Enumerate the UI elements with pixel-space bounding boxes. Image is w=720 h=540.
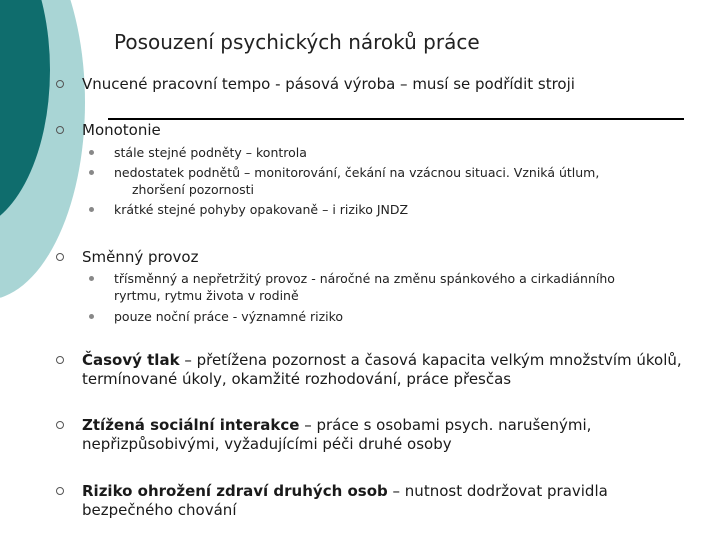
bullet-item-tempo [56,75,696,94]
item-heading: Riziko ohrožení zdraví druhých osob [82,482,388,500]
sub-item [114,308,696,325]
sub-item-text: pouze noční práce - významné riziko [114,309,344,324]
dot-bullet-icon [89,150,94,155]
sub-item-text: třísměnný a nepřetržitý provoz - náročné na změnu spánkového a cirkadiánního ryrtmu, rytmu života v rodině [114,271,615,303]
circle-bullet-icon [56,487,64,495]
horizontal-rule [108,118,684,120]
circle-bullet-icon [56,80,64,88]
dot-bullet-icon [89,207,94,212]
item-heading: Vnucené pracovní tempo [82,75,271,93]
item-text: - pásová výroba – musí se podřídit stroji [270,75,575,93]
slide-title: Posouzení psychických nároků práce [114,30,480,54]
item-heading: Ztížená sociální interakce [82,416,300,434]
item-text: – přetížena pozornost a časová kapacita velkým množstvím úkolů, termínované úkoly, okamžité rozhodování, práce přesčas [82,351,682,388]
dot-bullet-icon [89,170,94,175]
circle-bullet-icon [56,253,64,261]
bullet-item-smenny-provoz [56,248,696,325]
sub-item-text: nedostatek podnětů – monitorování, čekání na vzácnou situaci. Vzniká útlum, [114,165,600,180]
item-text: – práce s osobami psych. narušenými, nepřizpůsobivými, vyžadujícími péči druhé osoby [82,416,592,453]
sub-item [114,164,696,198]
item-heading: Časový tlak [82,351,180,369]
dot-bullet-icon [89,276,94,281]
bullet-item-riziko [56,482,696,520]
item-text: – nutnost dodržovat pravidla bezpečného chování [82,482,608,519]
sub-item-text: krátké stejné pohyby opakovaně – i riziko JNDZ [114,202,409,217]
circle-bullet-icon [56,421,64,429]
sub-item [114,144,696,161]
circle-bullet-icon [56,356,64,364]
dot-bullet-icon [89,314,94,319]
sub-item [114,270,634,304]
bullet-item-monotonie [56,121,696,218]
circle-bullet-icon [56,126,64,134]
sub-item-text-continued: zhoršení pozornosti [132,182,255,197]
bullet-item-socialni-interakce [56,416,696,454]
sub-item [114,201,696,218]
item-heading: Monotonie [82,121,161,139]
bullet-item-casovy-tlak [56,351,696,389]
sub-item-text: stále stejné podněty – kontrola [114,145,307,160]
item-heading: Směnný provoz [82,248,199,266]
